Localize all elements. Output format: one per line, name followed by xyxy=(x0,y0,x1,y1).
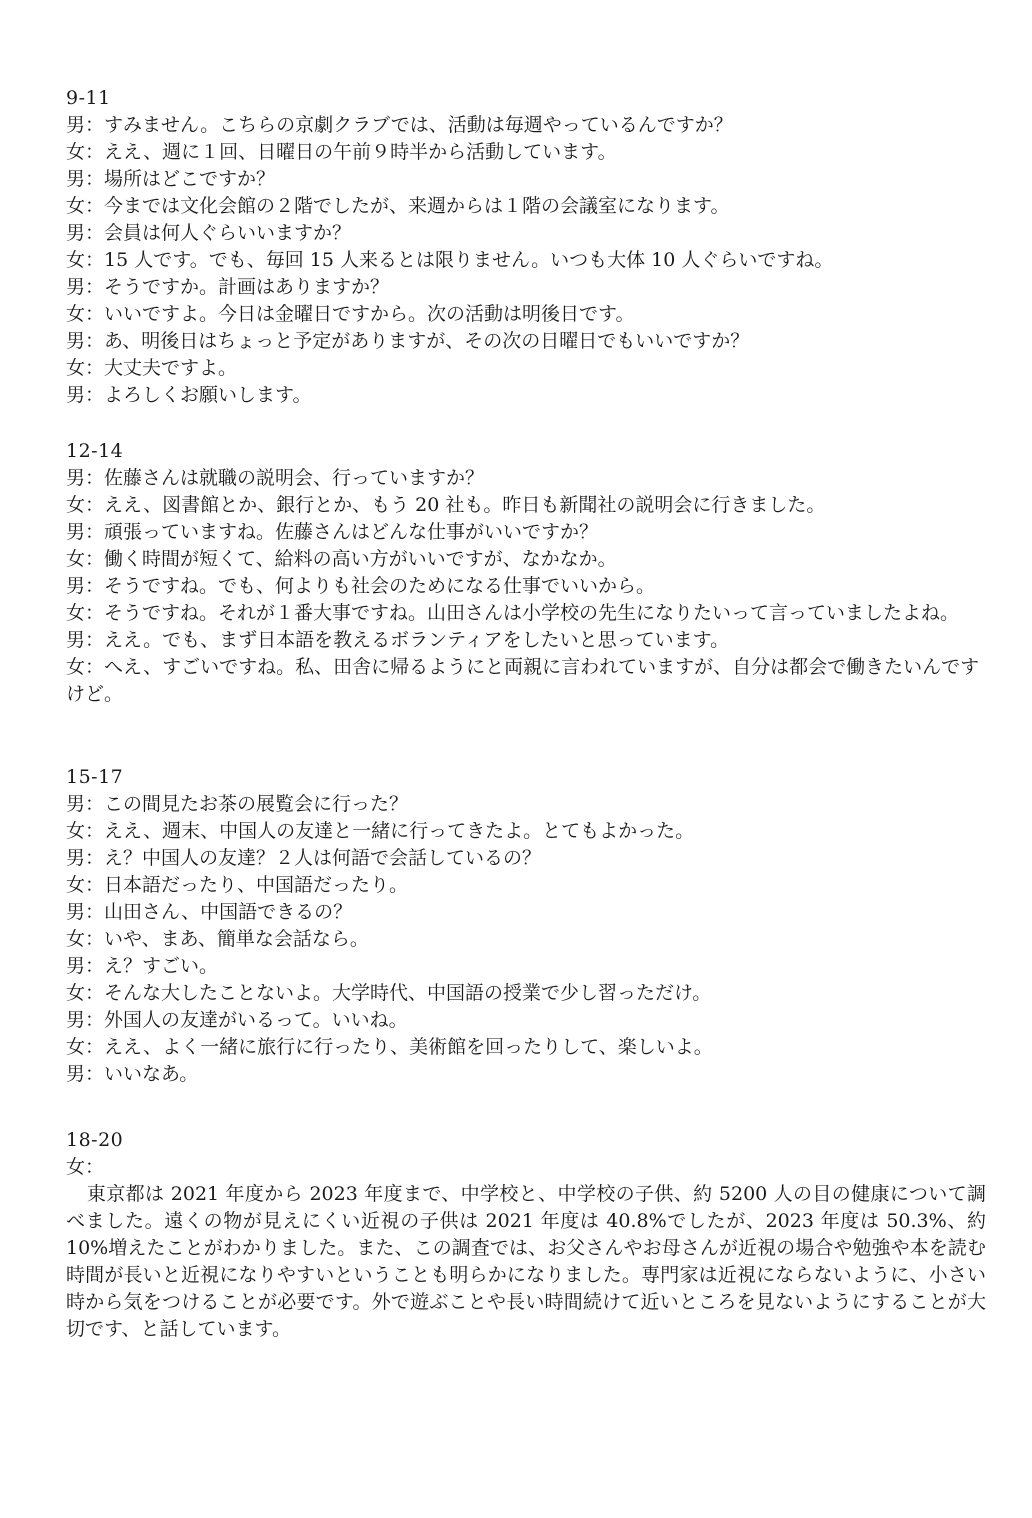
dialogue-line: 女：ええ、図書館とか、銀行とか、もう 20 社も。昨日も新聞社の説明会に行きました。 xyxy=(66,494,826,516)
dialogue-line: 男：頑張っていますね。佐藤さんはどんな仕事がいいですか？ xyxy=(66,521,599,543)
dialogue-line: 女：いや、まあ、簡単な会話なら。 xyxy=(66,928,369,950)
speaker-label: 女： xyxy=(66,1156,105,1178)
section-15-17 xyxy=(66,764,986,1088)
dialogue-line: 男：え？すごい。 xyxy=(66,955,219,977)
dialogue-line: 女：15 人です。でも、毎回 15 人来るとは限りません。いつも大体 10 人ぐらいですね。 xyxy=(66,249,834,271)
dialogue-line: 女：そんな大したことないよ。大学時代、中国語の授業で少し習っただけ。 xyxy=(66,982,712,1004)
dialogue-line: 女：大丈夫ですよ。 xyxy=(66,357,238,379)
dialogue-line: 男：え？中国人の友達？２人は何語で会話しているの？ xyxy=(66,847,542,869)
dialogue-line: 男：場所はどこですか？ xyxy=(66,168,276,190)
dialogue-line: 男：佐藤さんは就職の説明会、行っていますか？ xyxy=(66,467,485,489)
narration-paragraph: 東京都は 2021 年度から 2023 年度まで、中学校と、中学校の子供、約 5200 人の目の健康について調べました。遠くの物が見えにくい近視の子供は 2021 年度は 40.8%でしたが、2023 年度は 50.3%、約 10%増えたことがわかりました。また、この調査では、お父さんやお母さんが近視の場合や勉強や本を読む時間が長いと近視になりやすいということも明らかになりました。専門家は近視にならないように、小さい時から気をつけることが必要です。外で遊ぶことや長い時間続けて近いところを見ないようにすることが大切です、と話しています。 xyxy=(66,1183,986,1340)
dialogue-line: 女：働く時間が短くて、給料の高い方がいいですが、なかなか。 xyxy=(66,548,617,570)
dialogue-line: 女：そうですね。それが１番大事ですね。山田さんは小学校の先生になりたいって言っていましたよね。 xyxy=(66,602,960,624)
section-18-20 xyxy=(66,1127,986,1343)
dialogue-line: 女：へえ、すごいですね。私、田舎に帰るようにと両親に言われていますが、自分は都会で働きたいんですけど。 xyxy=(66,656,980,705)
dialogue-line: 女：今までは文化会館の２階でしたが、来週からは１階の会議室になります。 xyxy=(66,195,730,217)
section-9-11 xyxy=(66,85,986,409)
section-title: 15-17 xyxy=(66,766,124,788)
dialogue-line: 男：いいなあ。 xyxy=(66,1063,199,1085)
dialogue-line: 女：いいですよ。今日は金曜日ですから。次の活動は明後日です。 xyxy=(66,303,635,325)
dialogue-line: 男：あ、明後日はちょっと予定がありますが、その次の日曜日でもいいですか？ xyxy=(66,330,750,352)
section-12-14 xyxy=(66,438,986,708)
dialogue-line: 男：この間見たお茶の展覧会に行った？ xyxy=(66,793,409,815)
dialogue-line: 男：山田さん、中国語できるの？ xyxy=(66,901,353,923)
dialogue-line: 女：ええ、週末、中国人の友達と一緒に行ってきたよ。とてもよかった。 xyxy=(66,820,695,842)
section-title: 18-20 xyxy=(66,1129,124,1151)
dialogue-line: 男：よろしくお願いします。 xyxy=(66,384,312,406)
dialogue-line: 女：日本語だったり、中国語だったり。 xyxy=(66,874,409,896)
dialogue-line: 男：外国人の友達がいるって。いいね。 xyxy=(66,1009,408,1031)
dialogue-line: 男：会員は何人ぐらいいますか？ xyxy=(66,222,352,244)
dialogue-line: 男：ええ。でも、まず日本語を教えるボランティアをしたいと思っています。 xyxy=(66,629,730,651)
dialogue-line: 男：そうですか。計画はありますか？ xyxy=(66,276,390,298)
section-title: 9-11 xyxy=(66,87,111,109)
dialogue-line: 男：すみません。こちらの京劇クラブでは、活動は毎週やっているんですか？ xyxy=(66,114,733,136)
dialogue-line: 女：ええ、よく一緒に旅行に行ったり、美術館を回ったりして、楽しいよ。 xyxy=(66,1036,713,1058)
dialogue-line: 男：そうですね。でも、何よりも社会のためになる仕事でいいから。 xyxy=(66,575,656,597)
section-title: 12-14 xyxy=(66,440,124,462)
dialogue-line: 女：ええ、週に１回、日曜日の午前９時半から活動しています。 xyxy=(66,141,617,163)
